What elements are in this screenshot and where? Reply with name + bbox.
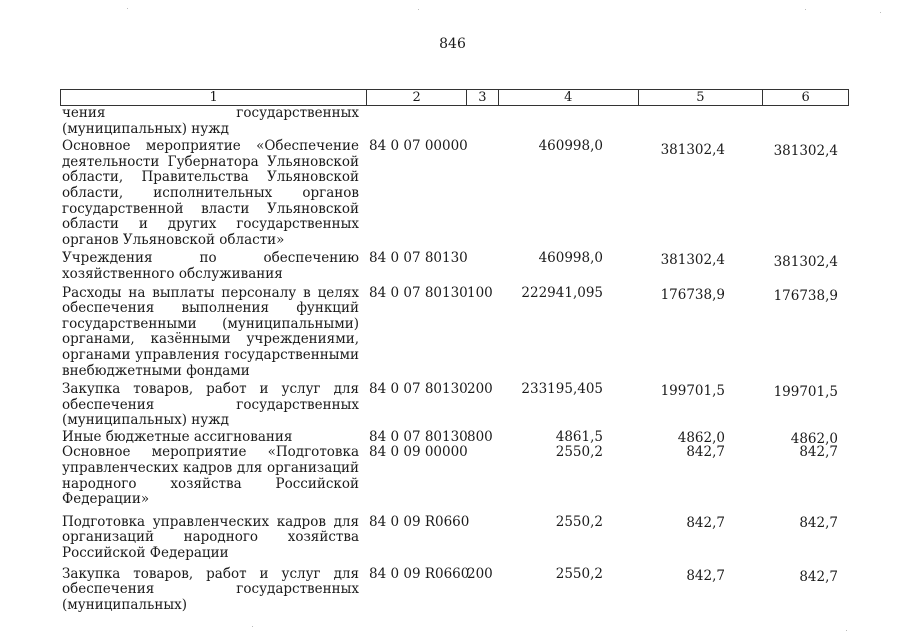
row-expense-type: 800 (467, 428, 493, 445)
row-value-6: 4862,0 (790, 430, 838, 447)
row-code: 84 0 07 80130 (369, 250, 468, 267)
row-value-5: 381302,4 (660, 252, 725, 269)
row-value-4: 2550,2 (555, 513, 603, 530)
scan-speck (846, 630, 847, 631)
table-row (0, 251, 905, 282)
row-code: 84 0 07 00000 (369, 138, 468, 155)
row-value-6: 176738,9 (773, 287, 838, 304)
row-value-4: 222941,095 (521, 284, 603, 301)
row-value-6: 381302,4 (773, 254, 838, 271)
row-value-5: 842,7 (686, 444, 725, 461)
row-expense-type: 100 (467, 284, 493, 301)
row-code: 84 0 07 80130 (369, 428, 468, 445)
column-header-1: 1 (61, 90, 367, 105)
row-name: Расходы на выплаты персоналу в целях обеспечения выполнения функций государственными (муниципальными) органами, казёнными учреждениями, органами управления государственными внебюджетными фондами (62, 284, 359, 379)
row-value-6: 381302,4 (773, 143, 838, 160)
scan-speck (805, 9, 806, 10)
table-row (0, 430, 905, 446)
row-value-4: 460998,0 (538, 138, 603, 155)
table-row (0, 382, 905, 429)
page-number: 846 (439, 36, 466, 52)
row-value-4: 460998,0 (538, 250, 603, 267)
column-header-row (60, 89, 849, 106)
row-value-6: 842,7 (799, 568, 838, 585)
row-value-6: 842,7 (799, 514, 838, 531)
column-header-3: 3 (467, 90, 499, 105)
table-row (0, 515, 905, 562)
row-code: 84 0 07 80130 (369, 381, 468, 398)
table-row (0, 106, 905, 137)
row-value-5: 199701,5 (660, 383, 725, 400)
row-value-4: 4861,5 (555, 428, 603, 445)
row-value-4: 2550,2 (555, 565, 603, 582)
column-header-2: 2 (367, 90, 467, 105)
row-value-5: 842,7 (686, 514, 725, 531)
row-expense-type: 200 (467, 381, 493, 398)
column-header-6: 6 (801, 90, 810, 105)
row-code: 84 0 09 00000 (369, 444, 468, 461)
row-code: 84 0 09 R0660 (369, 565, 470, 582)
scan-speck (880, 12, 881, 13)
scan-speck (252, 626, 253, 627)
row-code: 84 0 09 R0660 (369, 513, 470, 530)
column-header-5: 5 (639, 90, 764, 105)
row-value-4: 233195,405 (521, 381, 603, 398)
row-expense-type: 200 (467, 565, 493, 582)
row-name: Учреждения по обеспечению хозяйственного обслуживания (62, 250, 359, 282)
row-value-4: 2550,2 (555, 444, 603, 461)
row-name: Подготовка управленческих кадров для организаций народного хозяйства Российской Федерации (62, 513, 359, 562)
row-value-6: 199701,5 (773, 384, 838, 401)
budget-table-body (0, 106, 905, 613)
row-name: Закупка товаров, работ и услуг для обеспечения государственных (муниципальных) нужд (62, 381, 359, 429)
row-name: Основное мероприятие «Подготовка управленческих кадров для организаций народного хозяйства Российской Федерации» (62, 444, 359, 508)
row-name: Закупка товаров, работ и услуг для обеспечения государственных (муниципальных) (62, 565, 359, 613)
scan-speck (418, 9, 419, 10)
column-header-4: 4 (499, 90, 639, 105)
row-name: чения государственных (муниципальных) нужд (62, 105, 359, 137)
scan-speck (127, 8, 128, 9)
table-row (0, 445, 905, 507)
row-name: Основное мероприятие «Обеспечение деятельности Губернатора Ульяновской области, Правительства Ульяновской области, исполнительных органов государственной власти Ульяновской области и других государственных органов Ульяновской области» (62, 138, 359, 248)
row-value-6: 842,7 (799, 444, 838, 461)
table-row (0, 286, 905, 380)
row-code: 84 0 07 80130 (369, 284, 468, 301)
row-value-5: 842,7 (686, 567, 725, 584)
table-row (0, 139, 905, 248)
row-name: Иные бюджетные ассигнования (62, 428, 293, 445)
table-row (0, 567, 905, 614)
row-value-5: 381302,4 (660, 142, 725, 159)
row-value-5: 176738,9 (660, 286, 725, 303)
row-value-5: 4862,0 (677, 429, 725, 446)
